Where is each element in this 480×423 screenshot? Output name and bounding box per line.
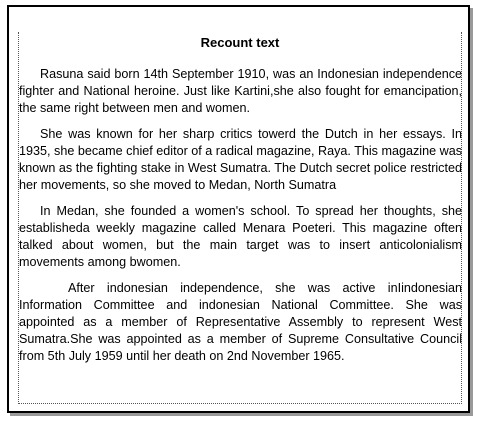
document-title: Recount text [200, 35, 280, 50]
paragraph-3: In Medan, she founded a women's school. To spread her thoughts, she establisheda weekly magazine called Menara Poeteri. This magazine often talked about women, but the main target was to insert anticolonialism movements among bwomen. [19, 204, 462, 269]
paragraph-1: Rasuna said born 14th September 1910, was an Indonesian independence fighter and National heroine. Just like Kartini,she also fought for emancipation, the same right between men and women. [19, 67, 462, 115]
paragraph-2: She was known for her sharp critics towerd the Dutch in her essays. In 1935, she became chief editor of a radical magazine, Raya. This magazine was known as the fighting stake in West Sumatra. The Dutch secret police restricted her movements, so she moved to Medan, North Sumatra [19, 127, 462, 192]
paragraph-4: After indonesian independence, she was active inIindonesian Information Committee and indonesian National Committee. She was appointed as a member of Representative Assembly to represent West Sumatra.She was appointed as a member of Supreme Consultative Council from 5th July 1959 until her death on 2nd November 1965. [19, 281, 462, 363]
document-body [19, 66, 462, 374]
